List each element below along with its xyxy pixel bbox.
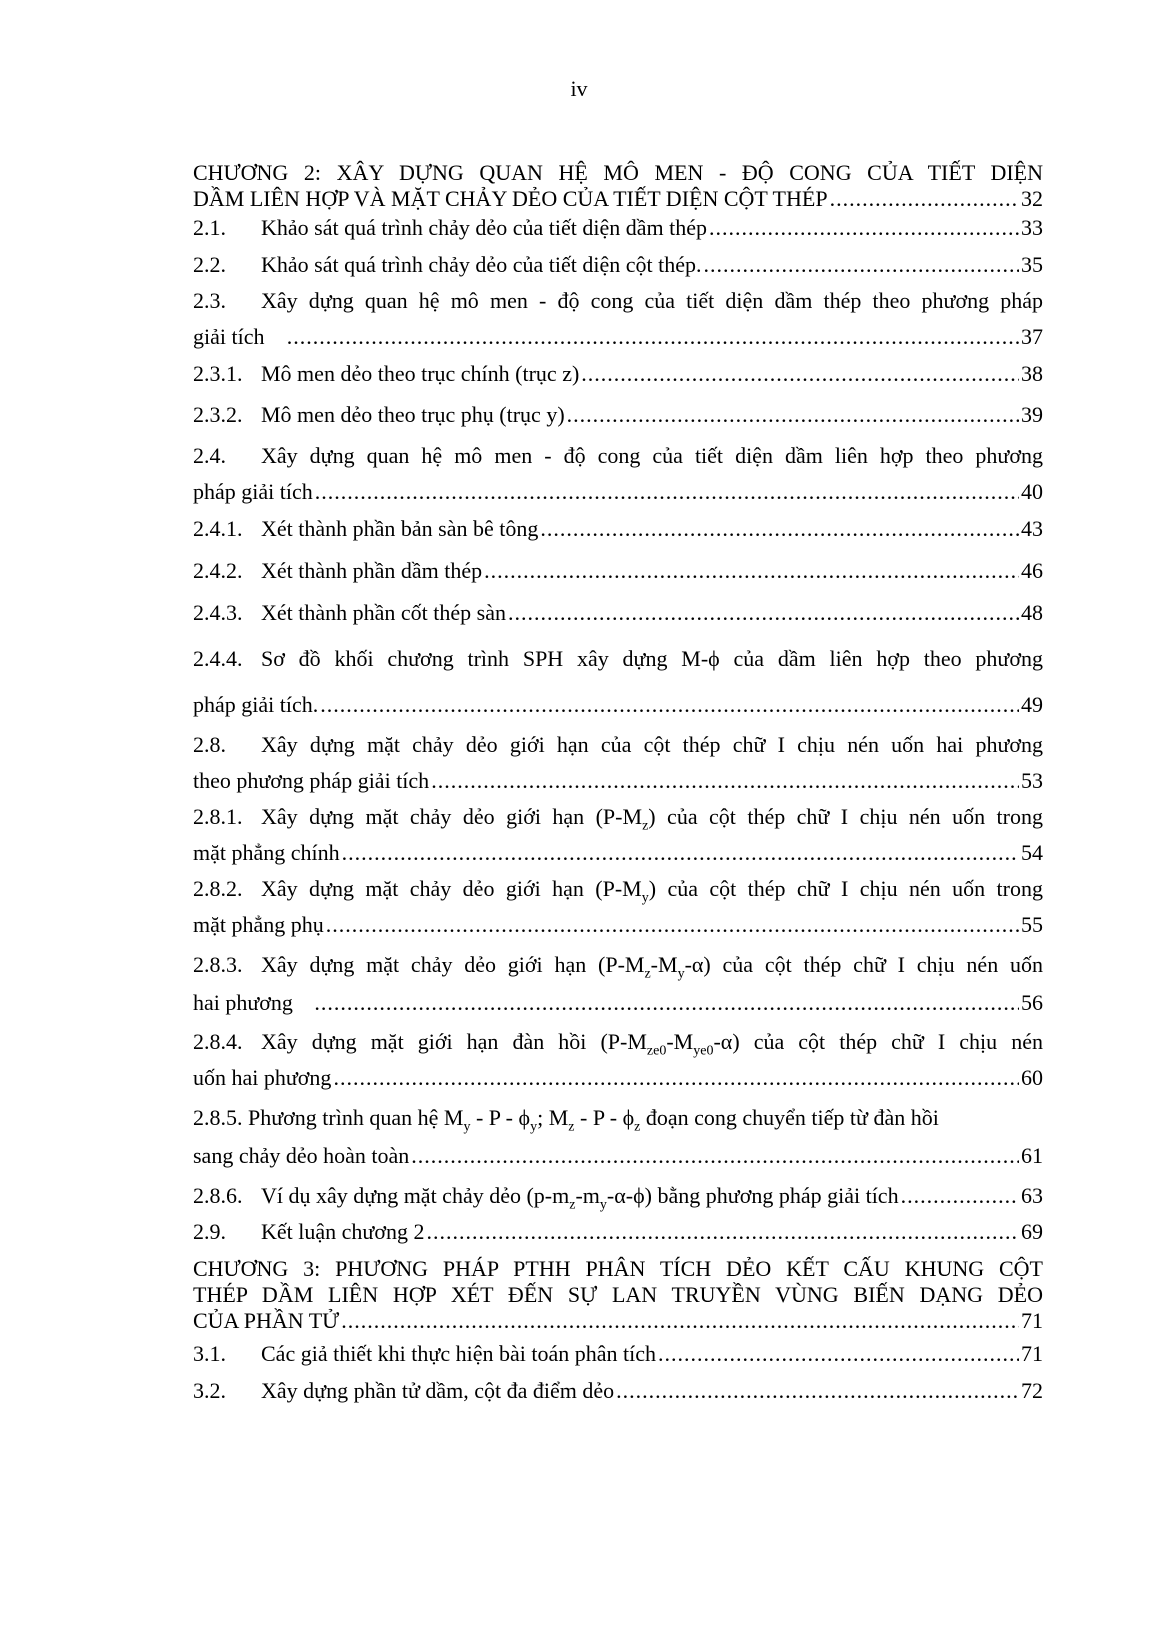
page-ref: 39 [1021, 402, 1043, 427]
leader-dots [703, 247, 1019, 283]
toc-entry-2-3-1[interactable] [193, 356, 1043, 392]
page-ref: 38 [1021, 361, 1043, 386]
toc-entry-2-8-5[interactable] [193, 1100, 1043, 1174]
toc-entry-2-1[interactable] [193, 210, 1043, 246]
section-title: Ví dụ xây dựng mặt chảy dẻo $(p-m_z-m_y-\alpha-\phi)$ bằng phương pháp giải tích [261, 1183, 899, 1213]
leader-dots [484, 553, 1019, 589]
toc-entry-3-2[interactable] [193, 1373, 1043, 1409]
section-title: Xây dựng mặt chảy dẻo giới hạn của cột thép chữ I chịu nén uốn hai phương [261, 732, 1043, 757]
toc-entry-2-8-4[interactable] [193, 1024, 1043, 1096]
section-number: 2.3.1. [193, 361, 243, 386]
section-title-cont: mặt phẳng phụ [193, 912, 324, 937]
section-title: Xét thành phần bản sàn bê tông [261, 516, 539, 541]
section-title: Mô men dẻo theo trục chính (trục z) [261, 361, 580, 386]
section-number: 2.8.5. [193, 1105, 243, 1130]
section-number: 2.4.1. [193, 516, 243, 541]
page-ref: 72 [1021, 1378, 1043, 1403]
toc-entry-2-8[interactable] [193, 727, 1043, 799]
toc-entry-2-8-2[interactable] [193, 871, 1043, 943]
leader-dots [333, 1060, 1019, 1096]
section-number: 3.2. [193, 1378, 226, 1403]
page-number: iv [570, 76, 588, 101]
toc-entry-2-4[interactable] [193, 438, 1043, 510]
page-ref: 71 [1021, 1308, 1043, 1333]
leader-dots [314, 985, 1019, 1021]
toc-chapter-3[interactable] [193, 1256, 1043, 1334]
leader-dots [320, 687, 1019, 723]
toc-entry-2-8-3[interactable] [193, 947, 1043, 1021]
page-ref: 69 [1021, 1219, 1043, 1244]
section-number: 3.1. [193, 1341, 226, 1366]
toc-entry-2-3-2[interactable] [193, 397, 1043, 433]
chapter-title-line: THÉP DẦM LIÊN HỢP XÉT ĐẾN SỰ LAN TRUYỀN VÙNG BIẾN DẠNG DẺO [193, 1282, 1043, 1307]
section-number: 2.8.2. [193, 876, 243, 901]
section-number: 2.8.3. [193, 952, 243, 977]
leader-dots [581, 356, 1019, 392]
leader-dots [341, 1308, 1019, 1334]
toc-entry-3-1[interactable] [193, 1336, 1043, 1372]
leader-dots [616, 1373, 1019, 1409]
leader-dots [431, 763, 1019, 799]
section-title: Xây dựng phần tử dầm, cột đa điểm dẻo [261, 1378, 615, 1403]
page-ref: 49 [1021, 692, 1043, 717]
section-title: Khảo sát quá trình chảy dẻo của tiết diện dầm thép [261, 215, 707, 240]
page-ref: 56 [1021, 990, 1043, 1015]
section-title: Phương trình quan hệ $M_y$ - P - $\phi_y$; $M_z$ - P - $\phi_z$ đoạn cong chuyển tiếp từ đàn hồi [248, 1105, 939, 1135]
toc-entry-2-3[interactable] [193, 283, 1043, 355]
chapter-title-line [193, 1308, 1043, 1334]
leader-dots [540, 511, 1019, 547]
leader-dots [287, 319, 1019, 355]
section-title: Xây dựng mặt chảy dẻo giới hạn $(P-M_z-M_y-\alpha)$ của cột thép chữ I chịu nén uốn [261, 952, 1043, 982]
page-ref: 71 [1021, 1341, 1043, 1366]
section-number: 2.2. [193, 252, 226, 277]
page-ref: 43 [1021, 516, 1043, 541]
toc-entry-2-4-1[interactable] [193, 511, 1043, 547]
chapter-title-line: CHƯƠNG 3: PHƯƠNG PHÁP PTHH PHÂN TÍCH DẺO KẾT CẤU KHUNG CỘT [193, 1256, 1043, 1281]
section-title: Xây dựng mặt chảy dẻo giới hạn $(P-M_z)$ của cột thép chữ I chịu nén uốn trong [261, 804, 1043, 834]
section-title: Các giả thiết khi thực hiện bài toán phân tích [261, 1341, 656, 1366]
section-number: 2.9. [193, 1219, 226, 1244]
leader-dots [830, 186, 1019, 212]
page-ref: 33 [1021, 215, 1043, 240]
page-ref: 61 [1021, 1143, 1043, 1168]
leader-dots [508, 595, 1019, 631]
leader-dots [326, 907, 1019, 943]
toc-chapter-2[interactable] [193, 160, 1043, 212]
section-number: 2.3. [193, 288, 226, 313]
page-ref: 35 [1021, 252, 1043, 277]
leader-dots [411, 1138, 1019, 1174]
chapter-title-line: CHƯƠNG 2: XÂY DỰNG QUAN HỆ MÔ MEN - ĐỘ CONG CỦA TIẾT DIỆN [193, 160, 1043, 185]
section-number: 2.8. [193, 732, 226, 757]
section-title-cont: sang chảy dẻo hoàn toàn [193, 1143, 410, 1168]
section-number: 2.4.3. [193, 600, 243, 625]
leader-dots [709, 210, 1019, 246]
leader-dots [901, 1178, 1019, 1214]
page-ref: 40 [1021, 479, 1043, 504]
page-ref: 63 [1021, 1183, 1043, 1208]
leader-dots [567, 397, 1019, 433]
section-number: 2.3.2. [193, 402, 243, 427]
chapter-title-text: DẦM LIÊN HỢP VÀ MẶT CHẢY DẺO CỦA TIẾT DIỆN CỘT THÉP [193, 186, 828, 211]
toc-entry-2-2[interactable] [193, 247, 1043, 283]
toc-entry-2-8-6[interactable] [193, 1178, 1043, 1214]
section-title-cont: pháp giải tích [193, 479, 313, 504]
section-title: Mô men dẻo theo trục phụ (trục y) [261, 402, 565, 427]
section-title-cont: uốn hai phương [193, 1065, 332, 1090]
section-number: 2.1. [193, 215, 226, 240]
section-title: Xét thành phần cốt thép sàn [261, 600, 506, 625]
toc-entry-2-4-2[interactable] [193, 553, 1043, 589]
page-ref: 53 [1021, 768, 1043, 793]
leader-dots [658, 1336, 1019, 1372]
section-title: Khảo sát quá trình chảy dẻo của tiết diện cột thép. [261, 252, 702, 277]
section-number: 2.4.4. [193, 646, 243, 671]
page-ref: 48 [1021, 600, 1043, 625]
section-title: Xây dựng mặt giới hạn đàn hồi $(P-M_{ze0}-M_{ye0}-\alpha)$ của cột thép chữ I chịu nén [261, 1029, 1043, 1059]
section-title-cont: pháp giải tích. [193, 692, 319, 717]
section-number: 2.8.6. [193, 1183, 243, 1208]
section-title: Xây dựng quan hệ mô men - độ cong của tiết diện dầm liên hợp theo phương [261, 443, 1043, 468]
toc-entry-2-4-3[interactable] [193, 595, 1043, 631]
toc-entry-2-4-4[interactable] [193, 641, 1043, 723]
section-number: 2.8.4. [193, 1029, 243, 1054]
chapter-title-text: CỦA PHẦN TỬ [193, 1308, 340, 1333]
toc-entry-2-9[interactable] [193, 1214, 1043, 1250]
page-ref: 54 [1021, 840, 1043, 865]
section-title: Xây dựng quan hệ mô men - độ cong của tiết diện dầm thép theo phương pháp [261, 288, 1043, 313]
section-title: Xây dựng mặt chảy dẻo giới hạn $(P-M_y)$ của cột thép chữ I chịu nén uốn trong [261, 876, 1043, 906]
section-title-cont: mặt phẳng chính [193, 840, 340, 865]
section-title: Xét thành phần dầm thép [261, 558, 483, 583]
section-number: 2.8.1. [193, 804, 243, 829]
page-ref: 60 [1021, 1065, 1043, 1090]
toc-entry-2-8-1[interactable] [193, 799, 1043, 871]
page-ref: 37 [1021, 324, 1043, 349]
section-title-cont: hai phương [193, 990, 293, 1015]
page-ref: 32 [1021, 186, 1043, 211]
section-title-cont: theo phương pháp giải tích [193, 768, 430, 793]
leader-dots [426, 1214, 1019, 1250]
section-title: Kết luận chương 2 [261, 1219, 425, 1244]
section-number: 2.4. [193, 443, 226, 468]
page-ref: 46 [1021, 558, 1043, 583]
chapter-title-line [193, 186, 1043, 212]
section-number: 2.4.2. [193, 558, 243, 583]
leader-dots [342, 835, 1019, 871]
page-ref: 55 [1021, 912, 1043, 937]
leader-dots [315, 474, 1019, 510]
section-title-cont: giải tích [193, 324, 265, 349]
section-title: Sơ đồ khối chương trình SPH xây dựng M-ϕ của dầm liên hợp theo phương [261, 646, 1043, 671]
